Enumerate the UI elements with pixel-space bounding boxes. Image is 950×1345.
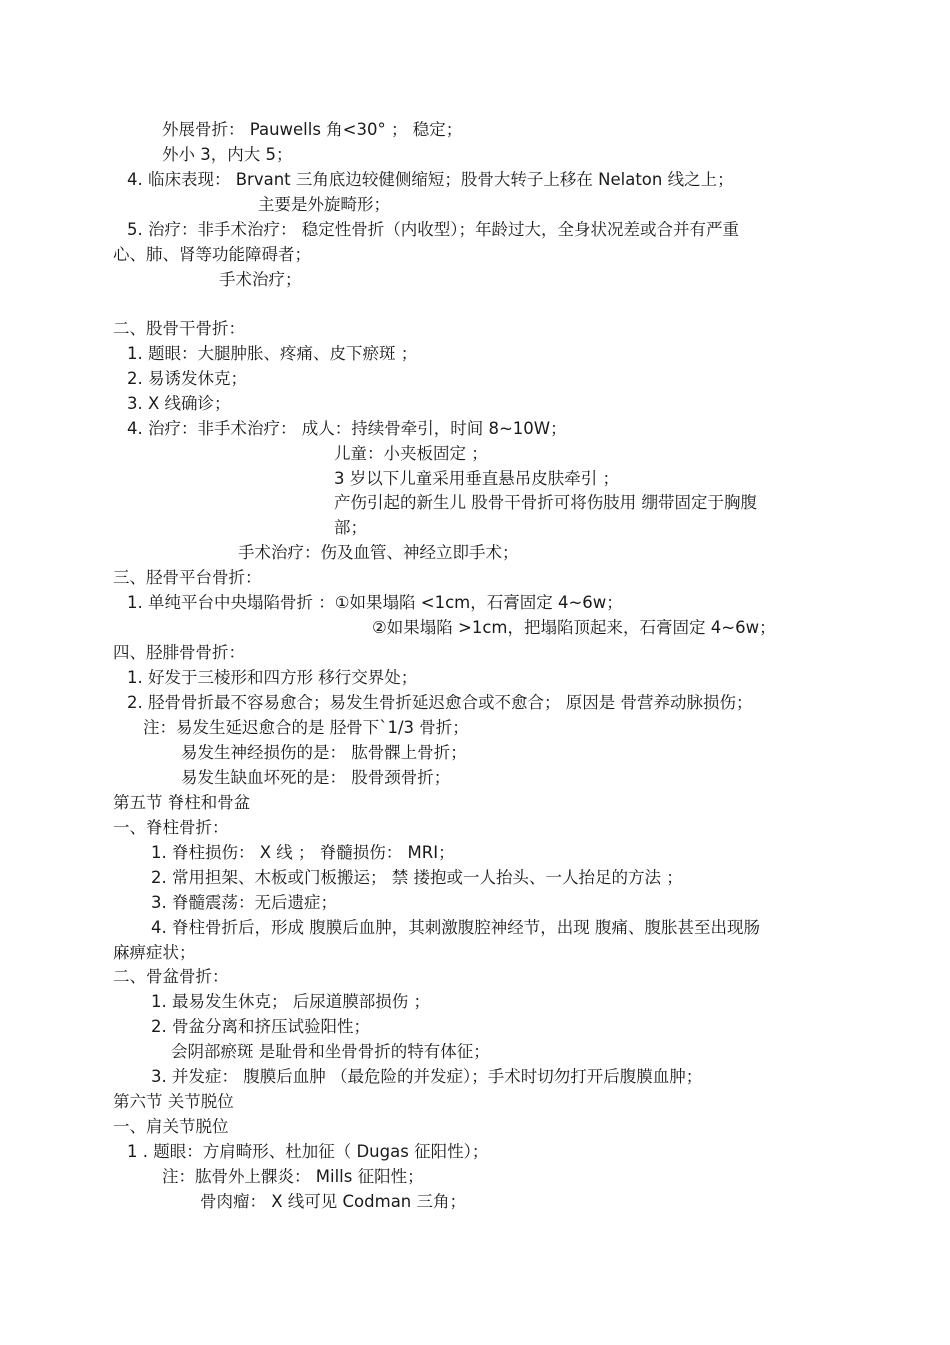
section-heading: 二、股骨干骨折： xyxy=(113,319,245,338)
section-title: 第五节 脊柱和骨盆 xyxy=(113,793,251,812)
text-line: 易发生缺血坏死的是： 股骨颈骨折； xyxy=(181,768,451,787)
section-heading: 一、肩关节脱位 xyxy=(113,1117,229,1136)
text-line: 产伤引起的新生儿 股骨干骨折可将伤肢用 绷带固定于胸腹 xyxy=(334,493,757,512)
text-line: 麻痹症状； xyxy=(113,943,196,962)
text-line: 2. 骨盆分离和挤压试验阳性； xyxy=(151,1017,370,1036)
text-line: 4. 脊柱骨折后，形成 腹膜后血肿，其刺激腹腔神经节，出现 腹痛、腹胀甚至出现肠 xyxy=(151,918,760,937)
text-line: 外小 3，内大 5； xyxy=(162,145,293,164)
text-line: 3. 脊髓震荡：无后遗症； xyxy=(151,893,337,912)
text-line: 1. 单纯平台中央塌陷骨折 ：①如果塌陷 <1cm，石膏固定 4~6w； xyxy=(127,593,623,612)
text-line: 3. X 线确诊； xyxy=(127,394,231,413)
text-line: 心、肺、肾等功能障碍者； xyxy=(113,245,311,264)
text-line: 4. 治疗：非手术治疗： 成人：持续骨牵引，时间 8~10W； xyxy=(127,419,567,438)
section-heading: 一、脊柱骨折： xyxy=(113,818,229,837)
text-line: 1 . 题眼：方肩畸形、杜加征（ Dugas 征阳性）； xyxy=(127,1142,489,1161)
text-line: 1. 最易发生休克； 后尿道膜部损伤 ； xyxy=(151,992,430,1011)
text-line: 2. 胫骨骨折最不容易愈合；易发生骨折延迟愈合或不愈合； 原因是 骨营养动脉损伤； xyxy=(127,693,753,712)
text-line: 注：易发生延迟愈合的是 胫骨下`1/3 骨折； xyxy=(143,718,469,737)
text-line: 2. 易诱发休克； xyxy=(127,369,247,388)
text-line: 2. 常用担架、木板或门板搬运； 禁 搂抱或一人抬头、一人抬足的方法 ； xyxy=(151,868,683,887)
text-line: 1. 题眼：大腿肿胀、疼痛、皮下瘀斑 ； xyxy=(127,344,418,363)
section-heading: 三、胫骨平台骨折： xyxy=(113,568,262,587)
text-line: 3 岁以下儿童采用垂直悬吊皮肤牵引 ； xyxy=(334,469,619,488)
text-line: ②如果塌陷 >1cm，把塌陷顶起来，石膏固定 4~6w； xyxy=(372,618,776,637)
section-heading: 四、胫腓骨骨折： xyxy=(113,643,245,662)
text-line: 会阴部瘀斑 是耻骨和坐骨骨折的特有体征； xyxy=(171,1042,490,1061)
text-line: 外展骨折： Pauwells 角<30° ； 稳定； xyxy=(162,120,463,139)
text-line: 1. 脊柱损伤： X 线 ； 脊髓损伤： MRI； xyxy=(151,843,455,862)
text-line: 主要是外旋畸形； xyxy=(258,195,390,214)
text-line: 易发生神经损伤的是： 肱骨髁上骨折； xyxy=(181,743,467,762)
section-title: 第六节 关节脱位 xyxy=(113,1092,234,1111)
text-line: 5. 治疗：非手术治疗： 稳定性骨折（内收型）；年龄过大，全身状况差或合并有严重 xyxy=(127,220,739,239)
text-line: 1. 好发于三棱形和四方形 移行交界处； xyxy=(127,668,418,687)
text-line: 手术治疗：伤及血管、神经立即手术； xyxy=(238,543,519,562)
text-line: 骨肉瘤： X 线可见 Codman 三角； xyxy=(200,1192,467,1211)
text-line: 儿童：小夹板固定 ； xyxy=(334,444,488,463)
text-line: 部； xyxy=(334,518,367,537)
section-heading: 二、骨盆骨折： xyxy=(113,967,229,986)
text-line: 4. 临床表现： Brvant 三角底边较健侧缩短；股骨大转子上移在 Nelaton 线之上； xyxy=(127,170,734,189)
text-line: 注：肱骨外上髁炎： Mills 征阳性； xyxy=(162,1167,424,1186)
text-line: 3. 并发症： 腹膜后血肿 （最危险的并发症）；手术时切勿打开后腹膜血肿； xyxy=(151,1067,703,1086)
text-line: 手术治疗； xyxy=(219,270,302,289)
